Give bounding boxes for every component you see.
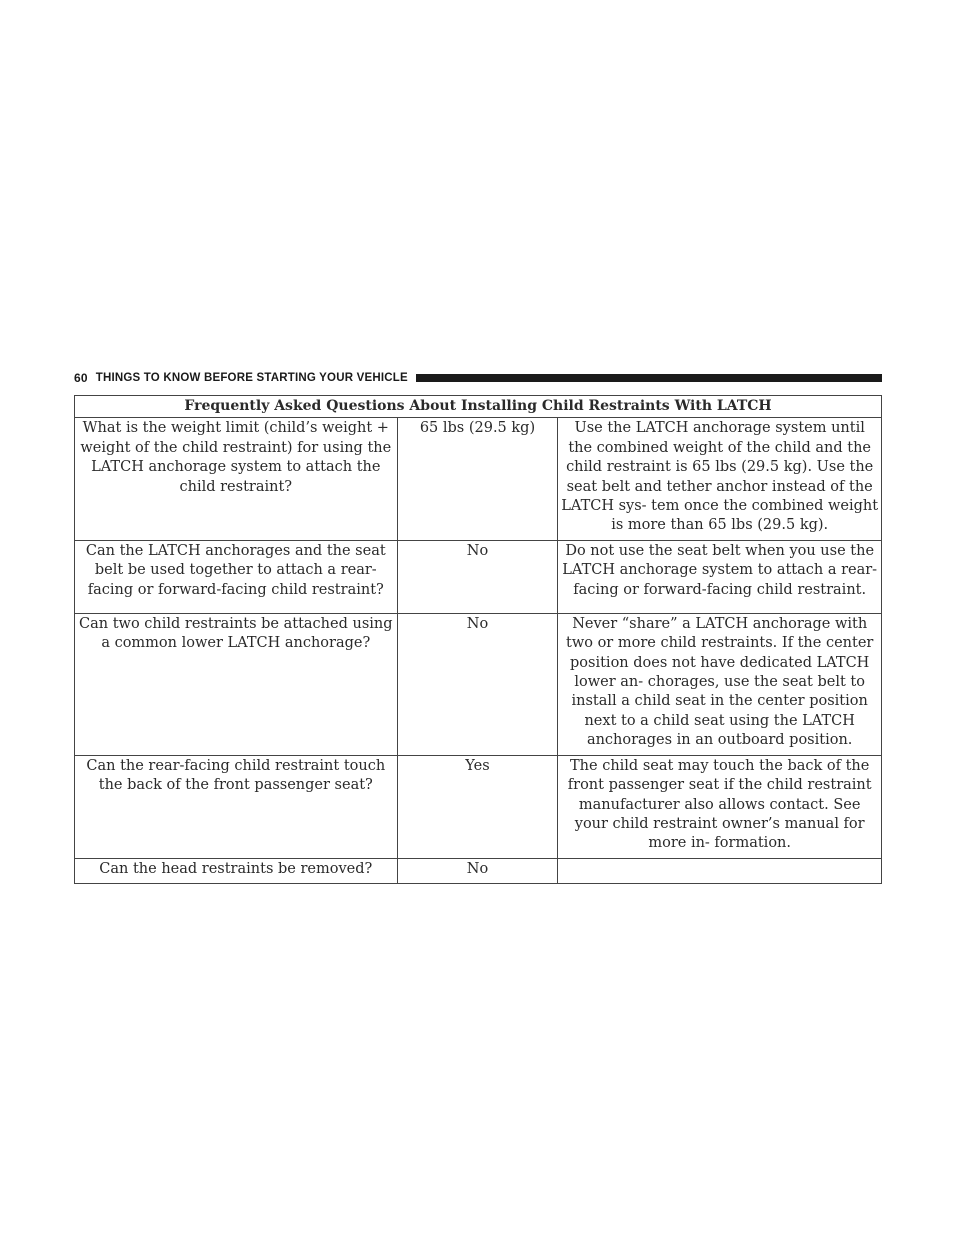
notes-cell: Do not use the seat belt when you use the LATCH anchorage system to attach a rear- facing or forward-facing child restraint. <box>558 540 882 613</box>
page-header <box>74 370 882 386</box>
table-row <box>75 418 882 540</box>
answer-cell: No <box>397 613 558 755</box>
page-number: 60 <box>74 371 88 385</box>
answer-cell: 65 lbs (29.5 kg) <box>397 418 558 540</box>
answer-cell: No <box>397 540 558 613</box>
answer-cell: No <box>397 858 558 883</box>
table-row <box>75 540 882 613</box>
question-cell: Can the head restraints be removed? <box>75 858 398 883</box>
notes-cell: Never “share” a LATCH anchorage with two or more child restraints. If the center position does not have dedicated LATCH lower an- chorages, use the seat belt to install a child seat in the center position next to a child seat using the LATCH anchorages in an outboard position. <box>558 613 882 755</box>
section-title: THINGS TO KNOW BEFORE STARTING YOUR VEHICLE <box>95 372 408 384</box>
notes-cell: Use the LATCH anchorage system until the combined weight of the child and the child restraint is 65 lbs (29.5 kg). Use the seat belt and tether anchor instead of the LATCH sys- tem once the combined weight is more than 65 lbs (29.5 kg). <box>558 418 882 540</box>
table-caption: Frequently Asked Questions About Installing Child Restraints With LATCH <box>75 396 882 418</box>
question-cell: What is the weight limit (child’s weight + weight of the child restraint) for using the LATCH anchorage system to attach the child restraint? <box>75 418 398 540</box>
table-row <box>75 613 882 755</box>
faq-table <box>74 395 882 884</box>
header-rule <box>416 374 882 382</box>
table-row <box>75 755 882 858</box>
question-cell: Can two child restraints be attached using a common lower LATCH anchorage? <box>75 613 398 755</box>
table-row <box>75 858 882 883</box>
notes-cell: The child seat may touch the back of the front passenger seat if the child restraint manufacturer also allows contact. See your child restraint owner’s manual for more in- formation. <box>558 755 882 858</box>
question-cell: Can the LATCH anchorages and the seat belt be used together to attach a rear-facing or forward-facing child restraint? <box>75 540 398 613</box>
answer-cell: Yes <box>397 755 558 858</box>
question-cell: Can the rear-facing child restraint touch the back of the front passenger seat? <box>75 755 398 858</box>
notes-cell <box>558 858 882 883</box>
table-caption-row <box>75 396 882 418</box>
